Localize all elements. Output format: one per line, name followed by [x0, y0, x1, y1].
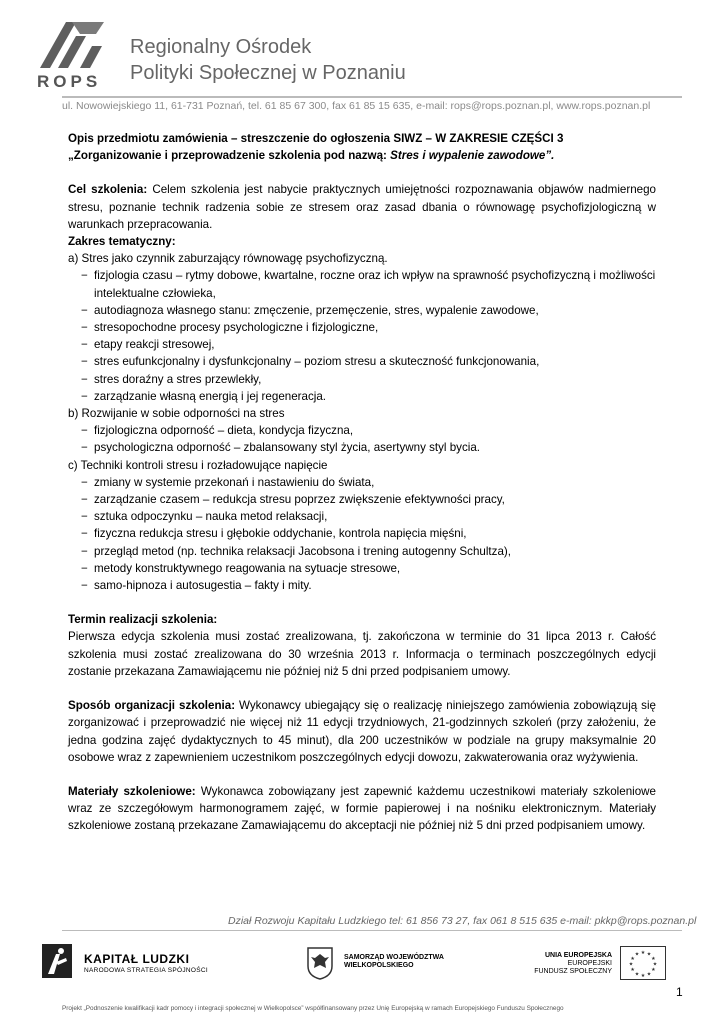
project-footnote: Projekt „Podnoszenie kwalifikacji kadr pomocy i integracji społecznej w Wielkopolsce” współfinansowany przez Unię Europejską w ramach Europejskiego Funduszu Społecznego: [62, 1005, 564, 1012]
list-item: − zarządzanie czasem – redukcja stresu poprzez zwiększenie efektywności pracy,: [68, 491, 656, 508]
list-item: − fizjologiczna odporność – dieta, kondycja fizyczna,: [68, 422, 656, 439]
organization-address: ul. Nowowiejskiego 11, 61-731 Poznań, tel. 61 85 67 300, fax 61 85 15 635, e-mail: rops@rops.poznan.pl, www.rops.poznan.pl: [62, 100, 651, 112]
zakres-heading: Zakres tematyczny:: [68, 235, 176, 249]
list-item: − sztuka odpoczynku – nauka metod relaksacji,: [68, 508, 656, 525]
svg-text:★: ★: [630, 956, 635, 962]
svg-text:★: ★: [646, 951, 652, 958]
section-c-heading: c) Techniki kontroli stresu i rozładowujące napięcie: [68, 458, 328, 472]
list-item: − autodiagnoza własnego stanu: zmęczenie, przemęczenie, stres, wypalenie zawodowe,: [68, 302, 656, 319]
svg-text:★: ★: [646, 971, 652, 978]
samorzad-label: SAMORZĄD WOJEWÓDZTWA WIELKOPOLSKIEGO: [344, 954, 444, 969]
list-item: − zarządzanie własną energią i jej regeneracja.: [68, 388, 656, 405]
kapital-ludzki-subtitle: NARODOWA STRATEGIA SPÓJNOŚCI: [84, 967, 208, 974]
document-body: [68, 130, 656, 835]
section-c-list: [68, 474, 656, 594]
svg-text:★: ★: [652, 961, 658, 968]
svg-text:★: ★: [634, 951, 640, 958]
rops-logo-text: ROPS: [37, 72, 102, 91]
header-divider: [62, 96, 682, 98]
svg-text:★: ★: [651, 956, 656, 962]
list-item: − stres doraźny a stres przewlekły,: [68, 371, 656, 388]
termin-heading: Termin realizacji szkolenia:: [68, 613, 218, 627]
list-item: − zmiany w systemie przekonań i nastawieniu do świata,: [68, 474, 656, 491]
section-b-heading: b) Rozwijanie w sobie odporności na stres: [68, 407, 285, 421]
cel-paragraph: Cel szkolenia: Celem szkolenia jest nabycie praktycznych umiejętności rozpoznawania objawów nadmiernego stresu, poznanie technik radzenia sobie ze stresem oraz zasad dbania o równowagę psychofizjologiczną w warunkach przepracowania.: [68, 183, 656, 231]
termin-paragraph: Pierwsza edycja szkolenia musi zostać zrealizowana, tj. zakończona w terminie do 31 lipca 2013 r. Całość szkolenia musi zostać zrealizowana do 30 września 2013 r. Informacja o terminach poszczególnych edycji zostanie przekazana Zamawiającemu nie później niż 5 dni przed podpisaniem umowy.: [68, 630, 656, 678]
section-a-list: [68, 267, 656, 405]
list-item: − metody konstruktywnego reagowania na sytuacje stresowe,: [68, 560, 656, 577]
section-a-heading: a) Stres jako czynnik zaburzający równowagę psychofizyczną.: [68, 252, 388, 266]
sposob-paragraph: Sposób organizacji szkolenia: Wykonawcy ubiegający się o realizację niniejszego zamówienia zobowiązują się zorganizować i przeprowadzić nie więcej niż 11 edycji trzydniowych, 21-godzinnych szkoleń (przy założeniu, że jedna godzina zajęć dydaktycznych to 45 minut), dla 200 uczestników w podziale na grupy maksymalnie 20 osobowe wraz z zapewnieniem uczestnikom poszczególnych edycji dowozu, zakwaterowania oraz wyżywienia.: [68, 699, 656, 764]
wielkopolska-coat-of-arms-icon: [306, 946, 334, 980]
svg-text:★: ★: [640, 973, 646, 979]
section-b-list: [68, 422, 656, 456]
eu-flag-icon: [620, 946, 666, 980]
list-item: − etapy reakcji stresowej,: [68, 336, 656, 353]
list-item: − samo-hipnoza i autosugestia – fakty i mity.: [68, 577, 656, 594]
kapital-ludzki-title: KAPITAŁ LUDZKI: [84, 952, 190, 966]
list-item: − stresopochodne procesy psychologiczne i fizjologiczne,: [68, 319, 656, 336]
organization-name: Regionalny Ośrodek Polityki Społecznej w Poznaniu: [130, 36, 406, 84]
doc-heading-2: „Zorganizowanie i przeprowadzenie szkolenia pod nazwą: Stres i wypalenie zawodowe”.: [68, 149, 555, 163]
svg-text:★: ★: [651, 967, 656, 973]
kapital-ludzki-logo-icon: [42, 944, 72, 978]
list-item: − psychologiczna odporność – zbalansowany styl życia, asertywny styl bycia.: [68, 439, 656, 456]
list-item: − fizjologia czasu – rytmy dobowe, kwartalne, roczne oraz ich wpływ na sprawność psychofizyczną i możliwości intelektualne człowieka,: [68, 267, 656, 301]
svg-text:★: ★: [640, 950, 646, 956]
footer-divider: [62, 930, 682, 931]
list-item: − fizyczna redukcja stresu i głębokie oddychanie, kontrola napięcia mięśni,: [68, 525, 656, 542]
doc-heading-1: Opis przedmiotu zamówienia – streszczenie do ogłoszenia SIWZ – W ZAKRESIE CZĘŚCI 3: [68, 132, 564, 145]
list-item: − przegląd metod (np. technika relaksacji Jacobsona i trening autogenny Schultza),: [68, 543, 656, 560]
svg-text:★: ★: [634, 971, 640, 978]
rops-logo-icon: [36, 20, 106, 70]
page-number: 1: [676, 985, 683, 999]
svg-text:★: ★: [628, 961, 634, 968]
materialy-paragraph: Materiały szkoleniowe: Wykonawca zobowiązany jest zapewnić każdemu uczestnikowi materiały szkoleniowe wraz ze szczegółowym harmonogramem zajęć, w formie papierowej i na nośniku elektronicznym. Materiały szkoleniowe zostaną przekazane Zamawiającemu do akceptacji nie później niż 5 dni przed podpisaniem umowy.: [68, 784, 656, 833]
department-contact: Dział Rozwoju Kapitału Ludzkiego tel: 61 856 73 27, fax 061 8 515 635 e-mail: pkkp@rops.poznan.pl: [228, 915, 697, 927]
eu-label: UNIA EUROPEJSKA EUROPEJSKI FUNDUSZ SPOŁECZNY: [534, 952, 612, 975]
svg-text:★: ★: [630, 967, 635, 973]
list-item: − stres eufunkcjonalny i dysfunkcjonalny – poziom stresu a skuteczność funkcjonowania,: [68, 353, 656, 370]
